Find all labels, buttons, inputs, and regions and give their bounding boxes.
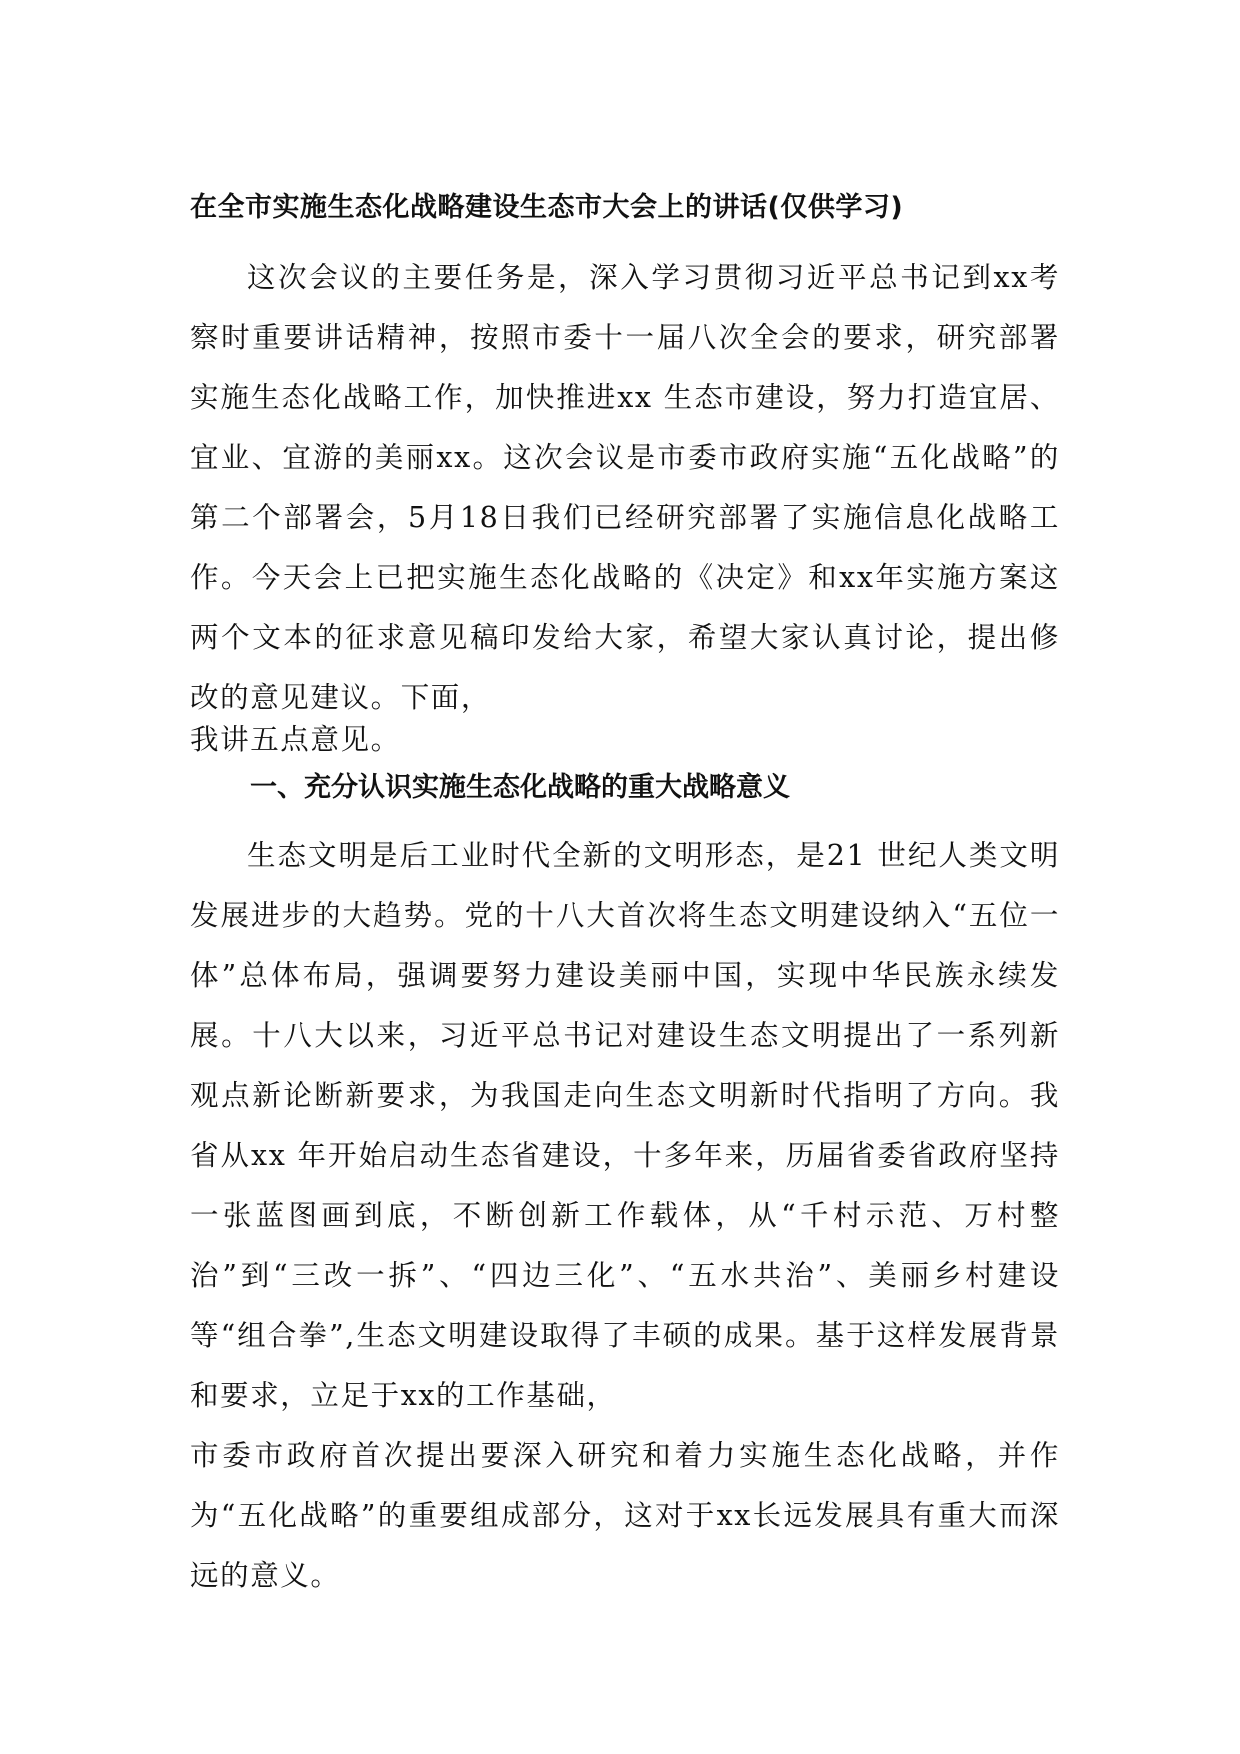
document-title: 在全市实施生态化战略建设生态市大会上的讲话(仅供学习) bbox=[190, 192, 904, 223]
paragraph-1 bbox=[190, 248, 1060, 728]
paragraph-1-text: 这次会议的主要任务是，深入学习贯彻习近平总书记到xx考察时重要讲话精神，按照市委十一届八次全会的要求，研究部署实施生态化战略工作，加快推进xx 生态市建设，努力打造宜居、宜业、宜游的美丽xx。这次会议是市委市政府实施“五化战略”的第二个部署会，5月18日我们已经研究部署了实施信息化战略工作。今天会上已把实施生态化战略的《决定》和xx年实施方案这两个文本的征求意见稿印发给大家，希望大家认真讨论，提出修改的意见建议。下面， bbox=[190, 261, 1060, 714]
paragraph-3-text: 生态文明是后工业时代全新的文明形态，是21 世纪人类文明发展进步的大趋势。党的十八大首次将生态文明建设纳入“五位一体”总体布局，强调要努力建设美丽中国，实现中华民族永续发展。十八大以来，习近平总书记对建设生态文明提出了一系列新观点新论断新要求，为我国走向生态文明新时代指明了方向。我省从xx 年开始启动生态省建设，十多年来，历届省委省政府坚持一张蓝图画到底，不断创新工作载体，从“千村示范、万村整治”到“三改一拆”、“四边三化”、“五水共治”、美丽乡村建设等“组合拳”,生态文明建设取得了丰硕的成果。基于这样发展背景和要求，立足于xx的工作基础， bbox=[190, 839, 1060, 1412]
section-heading-1: 一、充分认识实施生态化战略的重大战略意义 bbox=[250, 772, 790, 803]
paragraph-4-text: 市委市政府首次提出要深入研究和着力实施生态化战略，并作为“五化战略”的重要组成部分，这对于xx长远发展具有重大而深远的意义。 bbox=[190, 1439, 1060, 1592]
paragraph-2-text: 我讲五点意见。 bbox=[190, 723, 401, 756]
paragraph-3 bbox=[190, 826, 1060, 1606]
paragraph-2 bbox=[190, 710, 1060, 770]
